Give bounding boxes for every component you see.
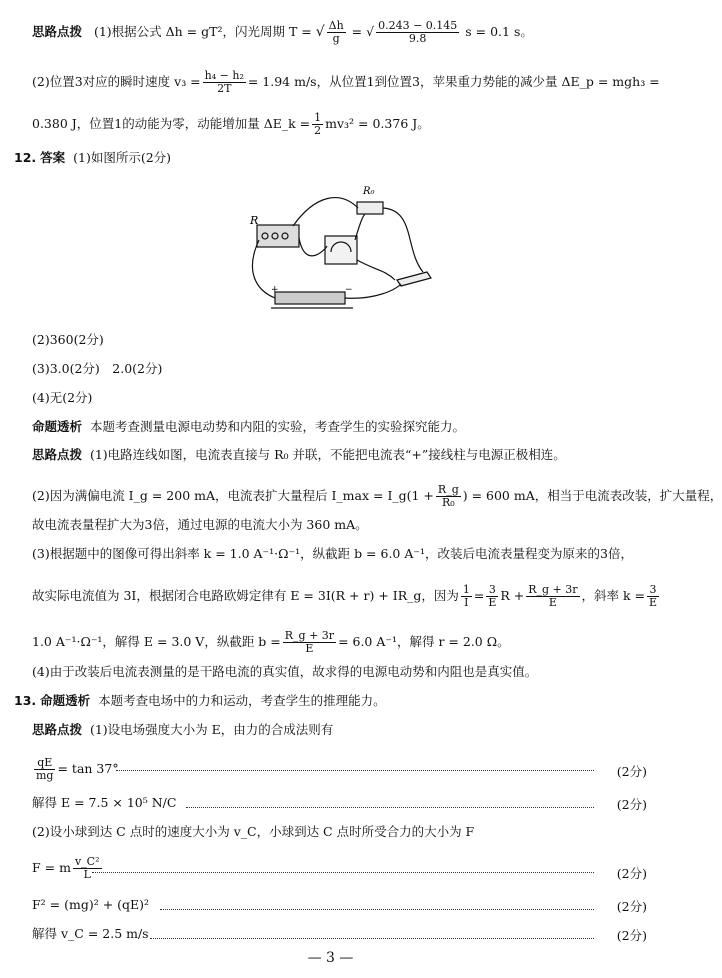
answer-3: (3)3.0(2分) 2.0(2分) bbox=[32, 361, 163, 376]
eq-1: $\frac{qE}{mg}$ = tan 37° bbox=[36, 756, 119, 782]
q13-hint: 思路点拨 (1)设电场强度大小为 E，由力的合成法则有 bbox=[32, 722, 334, 737]
answer-2: (2)360(2分) bbox=[32, 332, 104, 347]
q13-line-2: (2)设小球到达 C 点时的速度大小为 v_C，小球到达 C 点时所受合力的大小为 F bbox=[32, 824, 475, 839]
q12-analysis: 命题透析 本题考查测量电源电动势和内阻的实验，考查学生的实验探究能力。 bbox=[32, 419, 465, 434]
q12-answer: 12. 答案 (1)如图所示(2分) bbox=[14, 150, 172, 165]
plus-sign: + bbox=[271, 285, 279, 295]
q12-line-2b: 故电流表量程扩大为3倍，通过电源的电流大小为 360 mA。 bbox=[32, 517, 368, 532]
text-line-3: 0.380 J，位置1的动能为零，动能增加量 ΔE_k = $\frac{1}{2}$ mv₃² = 0.376 J。 bbox=[32, 111, 430, 137]
r-label: R bbox=[250, 214, 259, 227]
score-4: (2分) bbox=[616, 899, 647, 914]
switch bbox=[397, 272, 431, 286]
score-2: (2分) bbox=[616, 797, 647, 812]
battery bbox=[275, 292, 345, 304]
score-5: (2分) bbox=[616, 928, 647, 943]
q12-hint: 思路点拨 (1)电路连线如图，电流表直接与 R₀ 并联，不能把电流表“+”接线柱与电源正极相连。 bbox=[32, 447, 566, 462]
score-3: (2分) bbox=[616, 866, 647, 881]
q12-line-3b: 故实际电流值为 3I，根据闭合电路欧姆定律有 E = 3I(R + r) + IR_g，因为 $\frac{1}{I}$ = $\frac{3}{E}$ R + $\frac{R\_g + 3r}{E}$ ，斜率 k = $\frac{3}{E}$ bbox=[32, 583, 658, 609]
text-line-2: (2)位置3对应的瞬时速度 v₃ = $\frac{\text{h₄ − h₂}}{2T}$ = 1.94 m/s，从位置1到位置3，苹果重力势能的减少量 ΔE_p = mgh₃ = bbox=[32, 69, 660, 95]
q12-line-3a: (3)根据题中的图像可得出斜率 k = 1.0 A⁻¹·Ω⁻¹，纵截距 b = 6.0 A⁻¹，改装后电流表量程变为原来的3倍， bbox=[32, 546, 633, 561]
q12-line-2a: (2)因为满偏电流 I_g = 200 mA，电流表扩大量程后 I_max = I_g(1 + $\frac{R\_g}{\text{R₀}}$ ) = 600 mA，相当于电流表改装，扩大量程， bbox=[32, 483, 722, 509]
q12-line-4: (4)由于改装后电流表测量的是干路电流的真实值，故求得的电源电动势和内阻也是真实值。 bbox=[32, 664, 538, 679]
answer-4: (4)无(2分) bbox=[32, 390, 93, 405]
hint-line-1: 思路点拨 (1)根据公式 Δh = gT²，闪光周期 T = √ $\frac{\Delta h}{g}$ = √ $\frac{0.243 - 0.145}{9.8}$ s = 0.1 s。 bbox=[32, 19, 533, 45]
circuit-figure bbox=[245, 180, 445, 315]
minus-sign: − bbox=[345, 285, 353, 295]
eq-3: F = m $\frac{\text{v\_C²}}{L}$ bbox=[32, 855, 100, 881]
eq-2: 解得 E = 7.5 × 10⁵ N/C bbox=[32, 795, 177, 810]
eq-4: F² = (mg)² + (qE)² bbox=[32, 897, 150, 912]
hint-tag: 思路点拨 bbox=[32, 24, 83, 39]
ammeter bbox=[325, 236, 357, 264]
r0-label: R₀ bbox=[363, 186, 375, 197]
eq-5: 解得 v_C = 2.5 m/s bbox=[32, 926, 149, 941]
q12-line-3c: 1.0 A⁻¹·Ω⁻¹，解得 E = 3.0 V，纵截距 b = $\frac{R\_g + 3r}{E}$ = 6.0 A⁻¹，解得 r = 2.0 Ω。 bbox=[32, 629, 510, 655]
page-number: — 3 — bbox=[307, 950, 354, 966]
score-1: (2分) bbox=[616, 764, 647, 779]
resistor-r0 bbox=[357, 202, 383, 214]
q13-analysis: 13. 命题透析 本题考查电场中的力和运动，考查学生的推理能力。 bbox=[14, 693, 386, 708]
